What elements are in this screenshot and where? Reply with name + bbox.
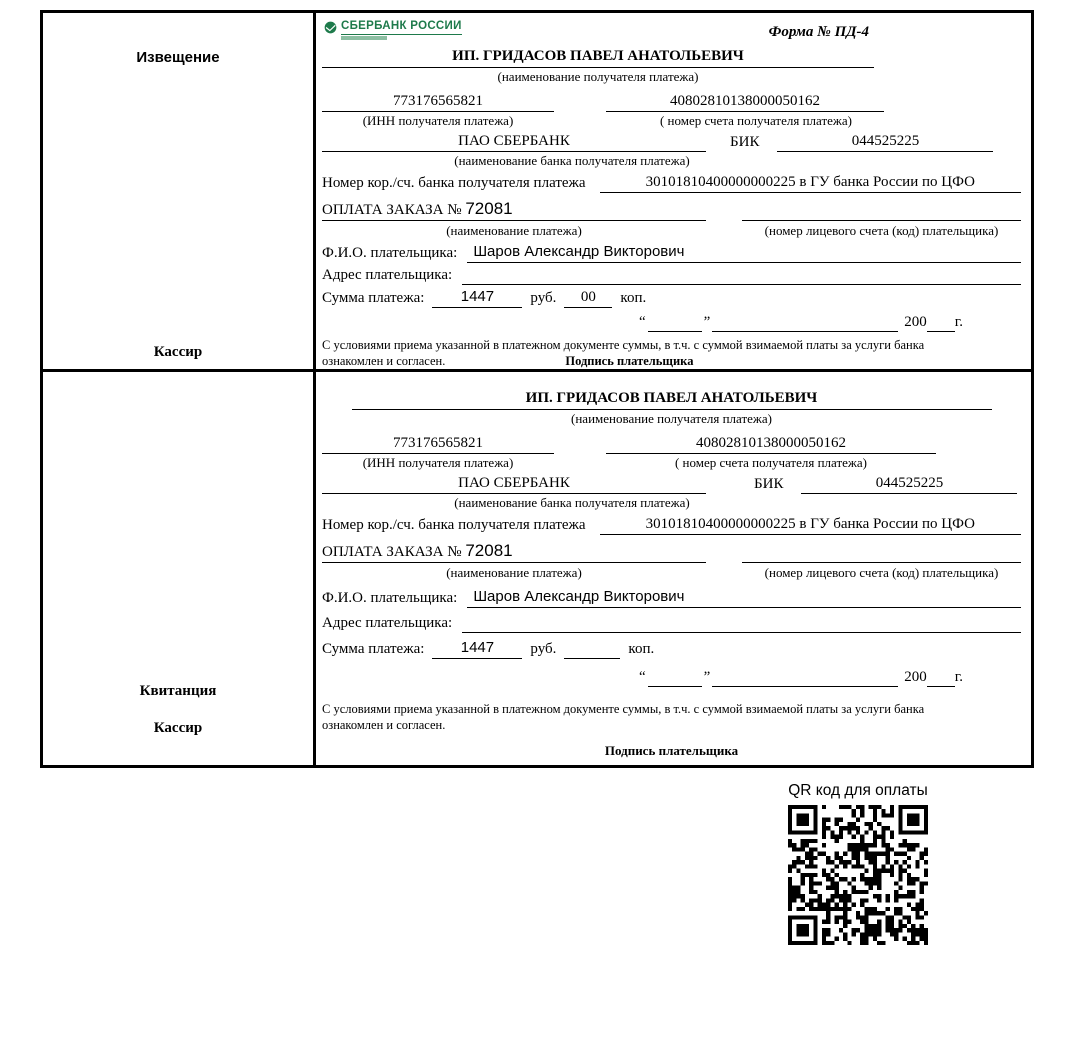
inn-account-captions: [322, 112, 1021, 129]
kop-label: коп.: [620, 290, 647, 306]
payment-caption-2: (наименование платежа): [446, 565, 582, 580]
inn-account-row: [322, 91, 1021, 112]
payer-name-line-2: [467, 587, 1021, 608]
cashier-label: Кассир: [153, 344, 203, 360]
order-line: [322, 199, 706, 221]
corr-value-2: 30101810400000000225 в ГУ банка России по ЦФО: [600, 514, 1021, 535]
payer-address-line-2: [462, 613, 1021, 633]
signature-label-2: Подпись плательщика: [604, 743, 739, 758]
sberbank-logo-tagline: [341, 36, 387, 40]
qr-code-image: [788, 805, 928, 945]
bank-row-2: [322, 473, 1021, 494]
payer-name-value: Шаров Александр Викторович: [473, 243, 685, 260]
inn-value-2: 773176565821: [322, 433, 554, 454]
payer-account-line-2: [742, 543, 1021, 563]
agreement-line2-2: ознакомлен и согласен.: [322, 718, 446, 732]
order-row: [322, 197, 1021, 221]
bank-name-2: ПАО СБЕРБАНК: [322, 473, 706, 494]
account-caption: ( номер счета получателя платежа): [659, 113, 853, 128]
year-prefix: 200: [904, 314, 927, 330]
sum-label: Сумма платежа:: [322, 290, 425, 306]
sberbank-logo-textwrap: [341, 20, 462, 40]
notice-side-cell: [43, 13, 316, 372]
sum-label-2: Сумма платежа:: [322, 641, 425, 657]
corr-label-2: Номер кор./сч. банка получателя платежа: [322, 517, 586, 533]
date-row: [322, 312, 1021, 332]
sum-kop-value: 00: [564, 287, 612, 308]
month-line-2: [712, 668, 898, 687]
payer-name-label-2: Ф.И.О. плательщика:: [322, 590, 458, 606]
inn-caption: (ИНН получателя платежа): [362, 113, 514, 128]
sum-kop-value-2: [564, 639, 620, 659]
recipient-name-2: ИП. ГРИДАСОВ ПАВЕЛ АНАТОЛЬЕВИЧ: [352, 388, 992, 410]
payer-account-caption-2: (номер лицевого счета (код) плательщика): [764, 565, 999, 580]
bik-label: БИК: [730, 134, 760, 150]
notice-content-cell: [316, 13, 1031, 372]
recipient-caption: (наименование получателя платежа): [497, 69, 699, 84]
payer-account-line: [742, 201, 1021, 221]
kop-label-2: коп.: [628, 641, 655, 657]
payer-address-label-2: Адрес плательщика:: [322, 615, 453, 631]
year-suffix: г.: [954, 314, 963, 330]
form-number-label: Форма № ПД-4: [768, 24, 869, 40]
rub-label: руб.: [530, 290, 557, 306]
recipient-name: ИП. ГРИДАСОВ ПАВЕЛ АНАТОЛЬЕВИЧ: [322, 46, 874, 68]
order-prefix-2: ОПЛАТА ЗАКАЗА №: [322, 544, 462, 560]
year-line: [927, 313, 955, 332]
corr-row: [322, 172, 1021, 193]
inn-account-row-2: [322, 433, 1021, 454]
order-prefix: ОПЛАТА ЗАКАЗА №: [322, 202, 462, 218]
inn-value: 773176565821: [322, 91, 554, 112]
receipt-side-cell: [43, 372, 316, 765]
sum-row: [322, 287, 1021, 308]
payer-name-row-2: [322, 587, 1021, 608]
year-suffix-2: г.: [954, 669, 963, 685]
bank-caption: (наименование банка получателя платежа): [454, 153, 690, 168]
notice-label: Извещение: [136, 49, 220, 66]
payer-account-caption: (номер лицевого счета (код) плательщика): [764, 223, 999, 238]
bank-name: ПАО СБЕРБАНК: [322, 131, 706, 152]
inn-caption-2: (ИНН получателя платежа): [362, 455, 514, 470]
sum-row-2: [322, 638, 1021, 659]
signature-label: Подпись плательщика: [565, 354, 694, 368]
payer-name-line: [467, 242, 1021, 263]
sberbank-logo-text: СБЕРБАНК РОССИИ: [341, 20, 462, 35]
cashier-label-2: Кассир: [153, 720, 203, 736]
corr-value: 30101810400000000225 в ГУ банка России по ЦФО: [600, 172, 1021, 193]
year-prefix-2: 200: [904, 669, 927, 685]
recipient-caption-2: (наименование получателя платежа): [571, 411, 772, 426]
account-caption-2: ( номер счета получателя платежа): [674, 455, 868, 470]
bik-label-2: БИК: [754, 476, 784, 492]
order-number-2: 72081: [465, 541, 513, 560]
receipt-content-cell: [316, 372, 1031, 765]
section1-header: [322, 20, 1021, 46]
inn-account-captions-2: [322, 454, 1021, 471]
sberbank-logo-icon: [324, 21, 337, 34]
bik-value: 044525225: [777, 131, 993, 152]
day-line: [648, 313, 702, 332]
month-line: [712, 313, 898, 332]
payer-address-row-2: [322, 613, 1021, 633]
close-quote-2: ”: [703, 669, 711, 685]
qr-label: QR код для оплаты: [788, 782, 928, 799]
payer-address-label: Адрес плательщика:: [322, 267, 453, 283]
order-number: 72081: [465, 199, 513, 218]
agreement-line2-row: [322, 353, 1021, 369]
agreement-line1-2: С условиями приема указанной в платежном документе суммы, в т.ч. с суммой взимаемой платы за услуги банка: [322, 702, 925, 716]
agreement-line1: С условиями приема указанной в платежном документе суммы, в т.ч. с суммой взимаемой платы за услуги банка: [322, 338, 925, 352]
payment-caption: (наименование платежа): [446, 223, 582, 238]
sberbank-logo: [324, 20, 462, 40]
receipt-label: Квитанция: [139, 683, 217, 699]
sum-rub-value-2: 1447: [432, 638, 522, 659]
order-captions: [322, 222, 1021, 239]
corr-row-2: [322, 514, 1021, 535]
day-line-2: [648, 668, 702, 687]
order-captions-2: [322, 564, 1021, 581]
year-line-2: [927, 668, 955, 687]
payer-name-row: [322, 242, 1021, 263]
order-line-2: [322, 541, 706, 563]
account-value: 40802810138000050162: [606, 91, 884, 112]
pd4-form-table: [40, 10, 1034, 768]
close-quote: ”: [703, 314, 711, 330]
payer-name-label: Ф.И.О. плательщика:: [322, 245, 458, 261]
agreement-line2: ознакомлен и согласен.: [322, 354, 446, 368]
account-value-2: 40802810138000050162: [606, 433, 936, 454]
open-quote-2: “: [638, 669, 646, 685]
qr-section: [778, 782, 938, 945]
sum-rub-value: 1447: [432, 287, 522, 308]
bik-value-2: 044525225: [801, 473, 1017, 494]
bank-caption-2: (наименование банка получателя платежа): [454, 495, 690, 510]
payer-address-row: [322, 265, 1021, 285]
date-row-2: [322, 667, 1021, 687]
order-row-2: [322, 539, 1021, 563]
payer-name-value-2: Шаров Александр Викторович: [473, 588, 685, 605]
open-quote: “: [638, 314, 646, 330]
bank-row: [322, 131, 1021, 152]
corr-label: Номер кор./сч. банка получателя платежа: [322, 175, 586, 191]
rub-label-2: руб.: [530, 641, 557, 657]
payer-address-line: [462, 265, 1021, 285]
